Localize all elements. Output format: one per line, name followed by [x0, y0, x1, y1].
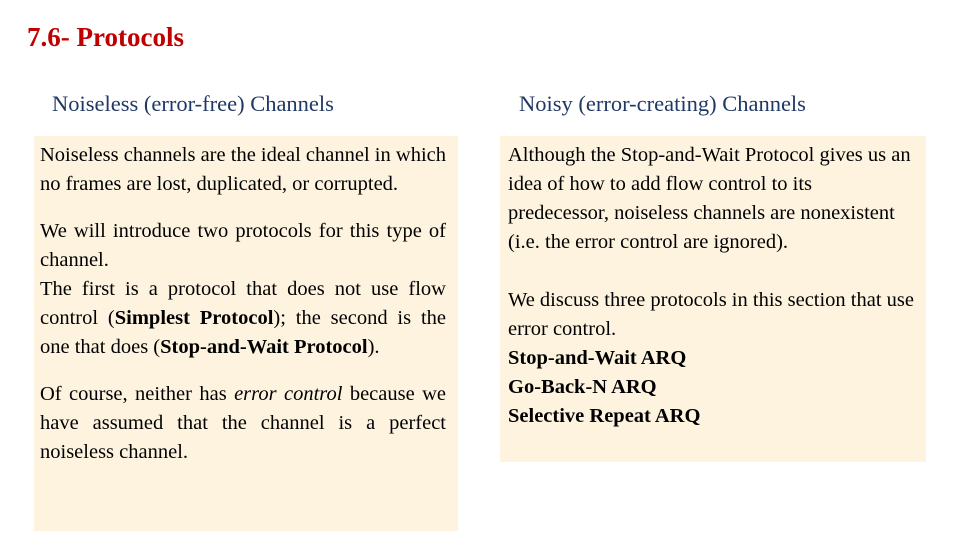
p3-text-c: ); the second is the one that does ( — [40, 307, 447, 358]
p3-text-e: ). — [367, 336, 380, 358]
slide-title: 7.6- Protocols — [27, 22, 184, 52]
p4-text-a: Of course, neither has — [40, 383, 235, 405]
noisy-paragraph-2: We discuss three protocols in this section that use error control. — [508, 289, 914, 340]
noiseless-paragraph-3 — [40, 275, 446, 362]
noiseless-text-box — [34, 136, 458, 531]
noisy-paragraph-1: Although the Stop-and-Wait Protocol gives us an idea of how to add flow control to its predecessor, noiseless channels are nonexistent (i.e. the error control are ignored). — [508, 144, 911, 253]
noiseless-heading: Noiseless (error-free) Channels — [52, 91, 334, 116]
error-control-term: error control — [234, 383, 343, 405]
protocol-item-go-back-n-arq: Go-Back-N ARQ — [508, 376, 657, 398]
noisy-heading: Noisy (error-creating) Channels — [519, 91, 806, 116]
arq-protocol-list — [508, 344, 916, 431]
noisy-text-box — [500, 136, 926, 462]
stop-and-wait-protocol-term: Stop-and-Wait Protocol — [160, 336, 368, 358]
protocol-item-stop-and-wait-arq: Stop-and-Wait ARQ — [508, 347, 687, 369]
simplest-protocol-term: Simplest Protocol — [114, 307, 274, 329]
noiseless-paragraph-1: Noiseless channels are the ideal channel in which no frames are lost, duplicated, or corrupted. — [40, 144, 446, 195]
p4-text-c: because we have assumed that the channel is a perfect noiseless channel. — [40, 383, 446, 463]
protocol-item-selective-repeat-arq: Selective Repeat ARQ — [508, 405, 701, 427]
p3-text-a: The first is a protocol that does not use flow control ( — [40, 278, 446, 329]
noiseless-paragraph-4 — [40, 380, 446, 467]
noiseless-paragraph-2: We will introduce two protocols for this type of channel. — [40, 220, 446, 271]
